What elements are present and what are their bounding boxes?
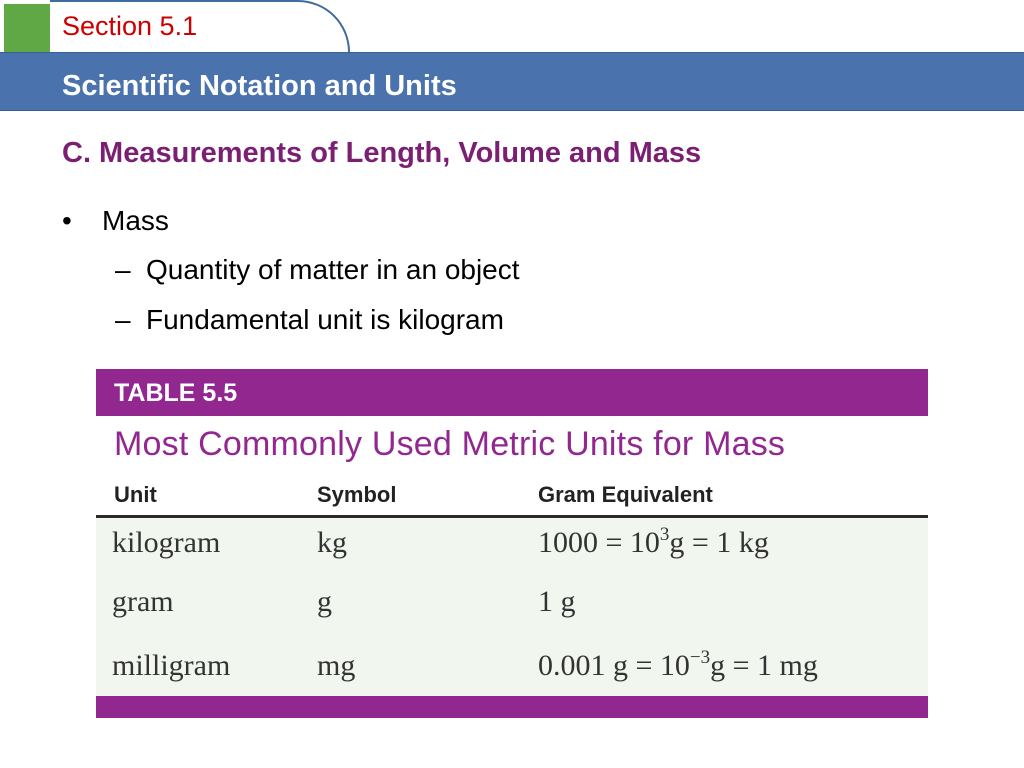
column-header-symbol: Symbol — [317, 482, 397, 507]
table-footer-bar — [96, 696, 928, 718]
column-header-gram-equivalent: Gram Equivalent — [538, 482, 713, 507]
bullet-marker: • — [62, 205, 72, 236]
cell-unit: gram — [112, 585, 174, 618]
cell-gram-equivalent: 0.001 $g = 10^{-3}g = 1$ mg — [538, 647, 818, 682]
table-caption: Most Commonly Used Metric Units for Mass — [114, 425, 786, 463]
cell-gram-equivalent: 1 g — [538, 585, 576, 618]
section-label: Section 5.1 — [62, 11, 198, 41]
bullet-text: Mass — [102, 205, 169, 236]
page-title: Scientific Notation and Units — [62, 70, 457, 102]
sub-bullet-marker: – — [115, 254, 131, 285]
table-header-rule — [96, 515, 928, 518]
cell-symbol: mg — [317, 649, 356, 682]
cell-unit: milligram — [112, 649, 231, 682]
metric-mass-table — [96, 369, 928, 718]
cell-unit: kilogram — [112, 526, 221, 559]
cell-gram-equivalent: $1000 = 10^3g = 1$ kg — [538, 524, 769, 559]
sub-bullet-marker: – — [115, 304, 131, 335]
sub-bullet-text: Fundamental unit is kilogram — [146, 304, 504, 335]
sub-bullet-text: Quantity of matter in an object — [146, 254, 520, 285]
section-accent-block — [4, 4, 50, 52]
column-header-unit: Unit — [114, 482, 157, 507]
table-label: TABLE 5.5 — [114, 379, 238, 407]
cell-symbol: g — [317, 585, 332, 618]
slide-subtitle: C. Measurements of Length, Volume and Mass — [62, 137, 702, 169]
cell-symbol: kg — [317, 526, 347, 559]
